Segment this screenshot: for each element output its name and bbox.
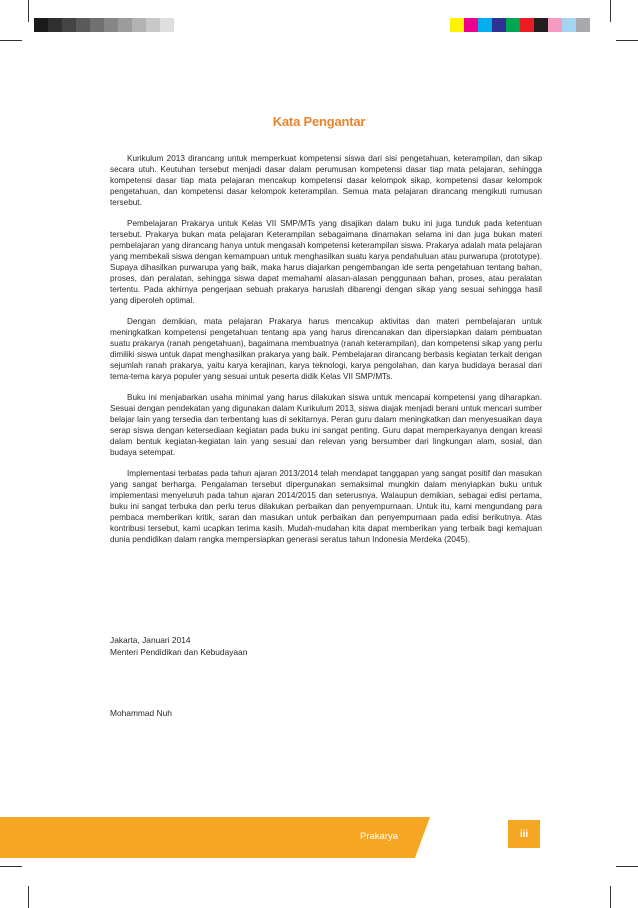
signature-position: Menteri Pendidikan dan Kebudayaan xyxy=(110,647,248,657)
paragraph: Dengan demikian, mata pelajaran Prakarya harus mencakup aktivitas dan materi pembelajaran untuk meningkatkan kompetensi pengetahuan tentang apa yang harus direncanakan dan dipersiapkan dalam pembuatan suatu prakarya (ranah pengetahuan), bagaimana membuatnya (ranah keterampilan), dan kompetensi sikap yang perlu dimiliki siswa untuk dapat menghasilkan prakarya yang baik. Pembelajaran dirancang berbasis kegiatan terkait dengan sejumlah ranah prakarya, yaitu karya kerajinan, karya teknologi, karya pengolahan, dan karya budidaya berasal dari tema-tema karya populer yang sesuai untuk peserta didik Kelas VII SMP/MTs. xyxy=(110,317,542,381)
foreword-body xyxy=(110,153,542,555)
color-swatch xyxy=(160,18,174,32)
crop-mark xyxy=(0,40,22,41)
signature-place-date: Jakarta, Januari 2014 xyxy=(110,635,191,645)
process-color-bar xyxy=(450,18,590,32)
crop-mark xyxy=(610,0,611,22)
page-title: Kata Pengantar xyxy=(272,114,366,129)
color-swatch xyxy=(506,18,520,32)
paragraph: Pembelajaran Prakarya untuk Kelas VII SMP/MTs yang disajikan dalam buku ini juga tunduk pada ketentuan tersebut. Prakarya bukan mata pelajaran Keterampilan sebagaimana dinamakan selama ini dan juga bukan materi pembelajaran yang dirancang hanya untuk mengasah kompetensi keterampilan siswa. Prakarya adalah mata pelajaran yang membekali siswa dengan kemampuan untuk menghasilkan suatu karya pendahuluan atau purwarupa (prototype). Supaya dihasilkan purwarupa yang baik, maka harus diajarkan pengembangan ide serta pengetahuan tentang bahan, proses, dan peralatan, sehingga siswa dapat memahami alasan-alasan penggunaan bahan, proses, atau peralatan tertentu. Pada akhirnya pengerjaan sebuah prakarya haruslah dibarengi dengan sikap yang sesuai sehingga hasil yang diperoleh optimal. xyxy=(110,219,542,305)
crop-mark xyxy=(28,0,29,22)
color-swatch xyxy=(90,18,104,32)
color-swatch xyxy=(464,18,478,32)
color-swatch xyxy=(562,18,576,32)
signature-name: Mohammad Nuh xyxy=(110,708,172,718)
color-swatch xyxy=(48,18,62,32)
color-swatch xyxy=(62,18,76,32)
color-swatch xyxy=(548,18,562,32)
paragraph: Kurikulum 2013 dirancang untuk memperkuat kompetensi siswa dari sisi pengetahuan, keterampilan, dan sikap secara utuh. Keutuhan tersebut menjadi dasar dalam perumusan kompetensi dasar tiap mata pelajaran, sehingga kompetensi dasar tiap mata pelajaran mencakup kompetensi dasar kelompok sikap, kompetensi dasar kelompok pengetahuan, dan kompetensi dasar kelompok keterampilan. Semua mata pelajaran dirancang mengikuti rumusan tersebut. xyxy=(110,154,542,207)
grayscale-color-bar xyxy=(34,18,174,32)
crop-mark xyxy=(0,866,22,867)
paragraph: Implementasi terbatas pada tahun ajaran 2013/2014 telah mendapat tanggapan yang sangat positif dan masukan yang sangat berharga. Pengalaman tersebut dipergunakan semaksimal mungkin dalam menyiapkan buku untuk implementasi menyeluruh pada tahun ajaran 2014/2015 dan seterusnya. Walaupun demikian, sebagai edisi pertama, buku ini sangat terbuka dan perlu terus dilakukan perbaikan dan penyempurnaan. Untuk itu, kami mengundang para pembaca memberikan kritik, saran dan masukan untuk perbaikan dan penyempurnaan pada edisi berikutnya. Atas kontribusi tersebut, kami ucapkan terima kasih. Mudah-mudahan kita dapat memberikan yang terbaik bagi kemajuan dunia pendidikan dalam rangka mempersiapkan generasi seratus tahun Indonesia Merdeka (2045). xyxy=(110,469,542,544)
color-swatch xyxy=(76,18,90,32)
color-swatch xyxy=(478,18,492,32)
crop-mark xyxy=(28,886,29,908)
color-swatch xyxy=(492,18,506,32)
color-swatch xyxy=(118,18,132,32)
color-swatch xyxy=(34,18,48,32)
crop-mark xyxy=(610,886,611,908)
paragraph: Buku ini menjabarkan usaha minimal yang harus dilakukan siswa untuk mencapai kompetensi yang diharapkan. Sesuai dengan pendekatan yang digunakan dalam Kurikulum 2013, siswa diajak menjadi berani untuk mencari sumber belajar lain yang tersedia dan terbentang luas di sekitarnya. Peran guru dalam meningkatkan dan menyesuaikan daya serap siswa dengan ketersediaan kegiatan pada buku ini sangat penting. Guru dapat memperkayanya dengan kreasi dalam bentuk kegiatan-kegiatan lain yang sesuai dan relevan yang bersumber dari lingkungan alam, sosial, dan budaya setempat. xyxy=(110,393,542,457)
color-swatch xyxy=(104,18,118,32)
crop-mark xyxy=(616,40,638,41)
color-swatch xyxy=(534,18,548,32)
color-swatch xyxy=(450,18,464,32)
color-swatch xyxy=(520,18,534,32)
footer-book-title: Prakarya xyxy=(360,831,399,842)
crop-mark xyxy=(616,866,638,867)
color-swatch xyxy=(132,18,146,32)
color-swatch xyxy=(146,18,160,32)
page-number: iii xyxy=(508,820,540,848)
color-swatch xyxy=(576,18,590,32)
